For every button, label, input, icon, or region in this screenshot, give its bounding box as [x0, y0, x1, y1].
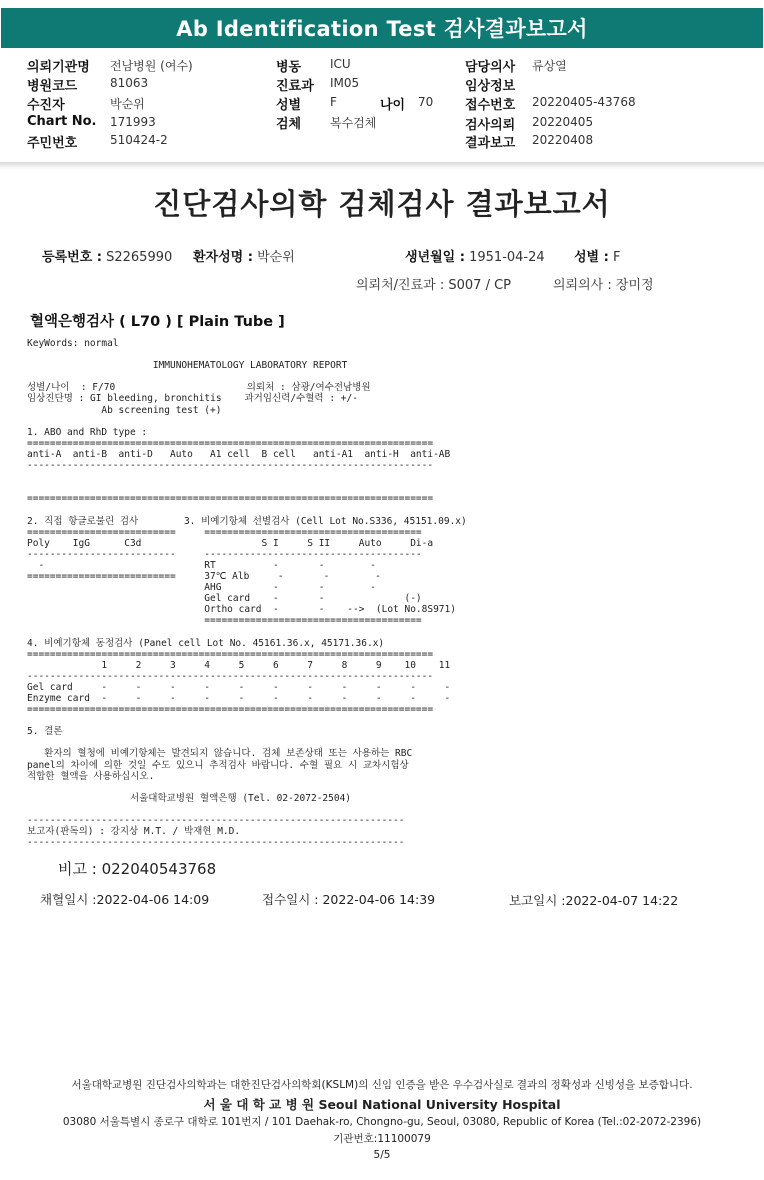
resident-no-label: 주민번호	[27, 136, 78, 151]
report-datetime	[509, 891, 678, 909]
specimen-label: 검체	[276, 117, 302, 132]
hospital-address: 03080 서울특별시 종로구 대학로 101번지 / 101 Daehak-ro, Chongno-gu, Seoul, 03080, Republic of Korea (Tel.:02-2072-2396)	[62, 1116, 702, 1128]
order-info-header	[0, 52, 764, 162]
doctor-label: 담당의사	[465, 60, 516, 75]
sex-label: 성별	[276, 98, 302, 113]
organization-code: 기관번호:11100079	[333, 1133, 431, 1145]
registration-number-value: S2265990	[106, 250, 173, 265]
age-label: 나이	[380, 98, 406, 113]
result-date-label: 결과보고	[465, 136, 516, 151]
receipt-datetime-label: 접수일시 :	[262, 892, 319, 907]
result-date-value: 20220408	[532, 133, 594, 147]
patient-name	[193, 246, 295, 265]
requesting-department	[356, 274, 511, 293]
patient-name-label: 환자성명 :	[193, 250, 253, 265]
hospital-name-value: 전남병원 (여수)	[110, 59, 193, 73]
remark-label: 비고 :	[58, 860, 97, 878]
patient-label: 수진자	[27, 98, 65, 113]
chart-no-label: Chart No.	[27, 114, 97, 129]
receipt-datetime-value: 2022-04-06 14:39	[322, 892, 436, 907]
receipt-no-label: 접수번호	[465, 98, 516, 113]
remark	[58, 858, 216, 879]
collection-datetime-value: 2022-04-06 14:09	[96, 892, 210, 907]
date-of-birth-label: 생년월일 :	[405, 250, 465, 265]
receipt-datetime	[262, 890, 435, 908]
patient-sex-label: 성별 :	[574, 250, 609, 265]
patient-name-value: 박순위	[257, 250, 295, 265]
collection-datetime	[40, 890, 209, 908]
specimen-value: 복수검체	[330, 116, 377, 130]
patient-value: 박순위	[110, 97, 145, 111]
page-number: 5/5	[373, 1149, 391, 1161]
report-datetime-value: 2022-04-07 14:22	[565, 893, 679, 908]
report-datetime-label: 보고일시 :	[509, 893, 566, 908]
requesting-doctor-value: 장미정	[615, 278, 654, 293]
age-value: 70	[418, 95, 434, 109]
department-label: 진료과	[276, 79, 314, 94]
lab-report-text: KeyWords: normal IMMUNOHEMATOLOGY LABORATORY REPORT 성별/나이 : F/70 의뢰처 : 삼광/여수전남병원 임상진단명 : GI bleeding, bronchitis 과거임신력/수혈력 : +/- Ab screening test (+) 1. ABO and RhD type : ======================================================================= anti-A anti-B anti-D Auto A1 cell B cell anti-A1 anti-H anti-AB ----------------------------------------------------------------------- ======================================================================= 2. 직접 항글로불린 검사 3. 비예기항체 선별검사 (Cell Lot No.S336, 45151.09.x) ========================== ====================================== Poly IgG C3d S I S II Auto Di-a -------------------------- -------------------------------------- - RT - - - ========================== 37℃ Alb - - - AHG - - - Gel card - - (-) Ortho card - - --> (Lot No.8S971) ====================================== 4. 비예기항체 동정검사 (Panel cell Lot No. 45161.36.x, 45171.36.x) ======================================================================= 1 2 3 4 5 6 7 8 9 10 11 ----------------------------------------------------------------------- Gel card - - - - - - - - - - - Enzyme card - - - - - - - - - - - ======================================================================= 5. 결론 환자의 혈청에 비예기항체는 발견되지 않습니다. 검체 보존상태 또는 사용하는 RBC panel의 차이에 의한 것일 수도 있으니 추적검사 바랍니다. 수혈 필요 시 교차시험상 적합한 혈액을 사용하십시오. 서울대학교병원 혈액은행 (Tel. 02-2072-2504) ------------------------------------------------------------------ 보고자(판독의) : 강지상 M.T. / 박재현 M.D. ------------------------------------------------------------------	[27, 338, 467, 849]
header-divider	[0, 162, 764, 170]
remark-value: 022040543768	[101, 860, 217, 878]
request-date-label: 검사의뢰	[465, 118, 516, 133]
requesting-department-value: S007 / CP	[448, 278, 512, 293]
resident-no-value: 510424-2	[110, 133, 168, 147]
date-of-birth-value: 1951-04-24	[469, 250, 545, 265]
report-header-title: Ab Identification Test 검사결과보고서	[1, 8, 763, 48]
hospital-code-value: 81063	[110, 76, 149, 90]
collection-datetime-label: 채혈일시 :	[40, 892, 97, 907]
date-of-birth	[405, 246, 545, 265]
receipt-no-value: 20220405-43768	[532, 95, 636, 109]
registration-number	[42, 246, 172, 265]
hospital-code-label: 병원코드	[27, 79, 78, 94]
registration-number-label: 등록번호 :	[42, 250, 102, 265]
report-title: 진단검사의학 검체검사 결과보고서	[153, 187, 611, 221]
department-value: IM05	[330, 76, 360, 90]
patient-sex-value: F	[612, 250, 621, 265]
doctor-value: 류상열	[532, 59, 567, 73]
sex-value: F	[330, 95, 337, 109]
clinical-info-label: 임상정보	[465, 79, 516, 94]
patient-sex	[574, 246, 620, 265]
hospital-name-footer: 서 울 대 학 교 병 원 Seoul National University Hospital	[203, 1097, 561, 1112]
request-date-value: 20220405	[532, 115, 594, 129]
section-title: 혈액은행검사 ( L70 ) [ Plain Tube ]	[30, 314, 285, 330]
requesting-doctor	[553, 274, 654, 293]
chart-no-value: 171993	[110, 115, 156, 129]
ward-label: 병동	[276, 60, 302, 75]
certification-statement: 서울대학교병원 진단검사의학과는 대한진단검사의학회(KSLM)의 신임 인증을 받은 우수검사실로 결과의 정확성과 신빙성을 보증합니다.	[71, 1079, 693, 1091]
ward-value: ICU	[330, 57, 351, 71]
hospital-name-label: 의뢰기관명	[27, 60, 90, 75]
requesting-department-label: 의뢰처/진료과 :	[356, 278, 445, 293]
requesting-doctor-label: 의뢰의사 :	[553, 278, 612, 293]
